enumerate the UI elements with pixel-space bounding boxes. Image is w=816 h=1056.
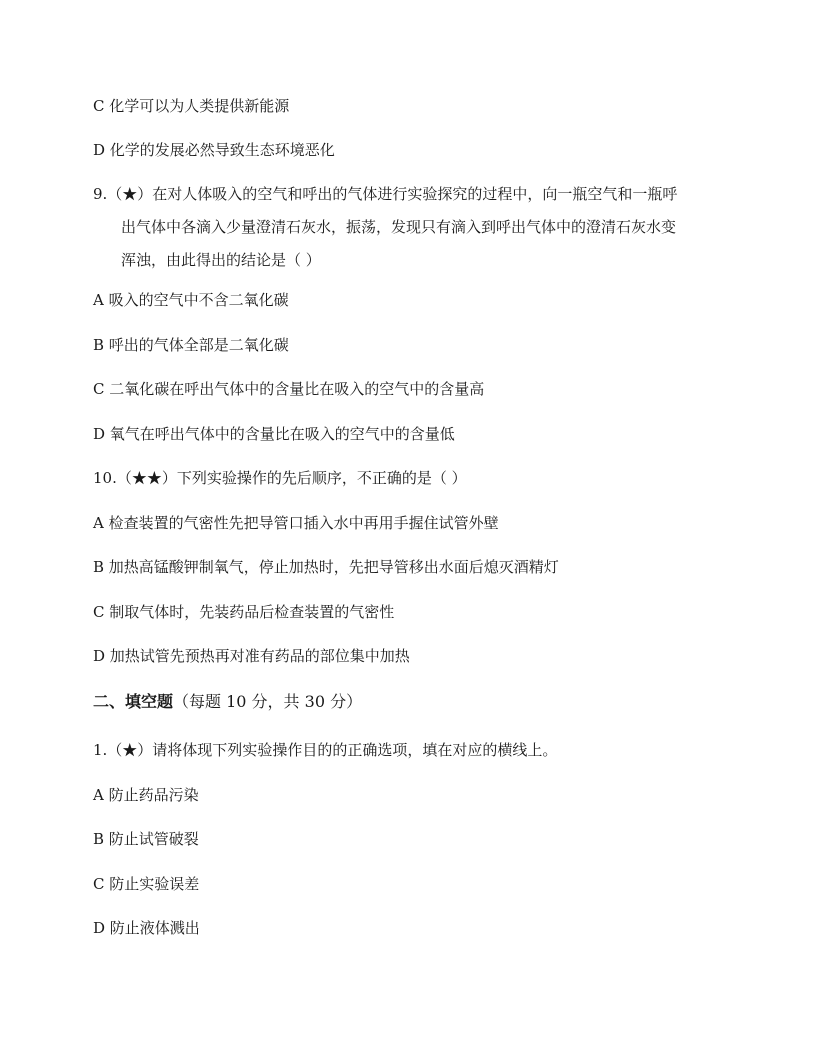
question-10-option-d: D 加热试管先预热再对准有药品的部位集中加热	[93, 647, 410, 665]
fill-question-1-stem: 1.（★）请将体现下列实验操作目的的正确选项，填在对应的横线上。	[93, 741, 558, 759]
fill-question-1-option-a: A 防止药品污染	[93, 786, 199, 804]
section-2-title: 二、填空题	[93, 692, 174, 711]
option-d-prev: D 化学的发展必然导致生态环境恶化	[93, 141, 335, 159]
question-9-option-b: B 呼出的气体全部是二氧化碳	[93, 336, 289, 354]
section-2-heading	[93, 691, 362, 713]
question-9-line-3: 浑浊，由此得出的结论是（ ）	[121, 251, 321, 269]
fill-question-1-option-d: D 防止液体溅出	[93, 919, 200, 937]
question-10-option-c: C 制取气体时，先装药品后检查装置的气密性	[93, 603, 395, 621]
fill-question-1-option-c: C 防止实验误差	[93, 875, 200, 893]
question-9-option-c: C 二氧化碳在呼出气体中的含量比在吸入的空气中的含量高	[93, 380, 485, 398]
question-9-option-d: D 氧气在呼出气体中的含量比在吸入的空气中的含量低	[93, 425, 455, 443]
option-c-prev: C 化学可以为人类提供新能源	[93, 97, 290, 115]
question-10-option-b: B 加热高锰酸钾制氧气，停止加热时，先把导管移出水面后熄灭酒精灯	[93, 558, 559, 576]
question-10-stem: 10.（★★）下列实验操作的先后顺序，不正确的是（ ）	[93, 469, 467, 487]
section-2-subtitle: （每题 10 分，共 30 分）	[173, 692, 363, 711]
question-9-stem	[93, 178, 733, 277]
question-9-line-2: 出气体中各滴入少量澄清石灰水，振荡，发现只有滴入到呼出气体中的澄清石灰水变	[121, 218, 677, 236]
question-9-line-1: 9.（★）在对人体吸入的空气和呼出的气体进行实验探究的过程中，向一瓶空气和一瓶呼	[93, 185, 678, 203]
fill-question-1-option-b: B 防止试管破裂	[93, 830, 199, 848]
question-9-option-a: A 吸入的空气中不含二氧化碳	[93, 291, 289, 309]
question-10-option-a: A 检查装置的气密性先把导管口插入水中再用手握住试管外壁	[93, 514, 499, 532]
